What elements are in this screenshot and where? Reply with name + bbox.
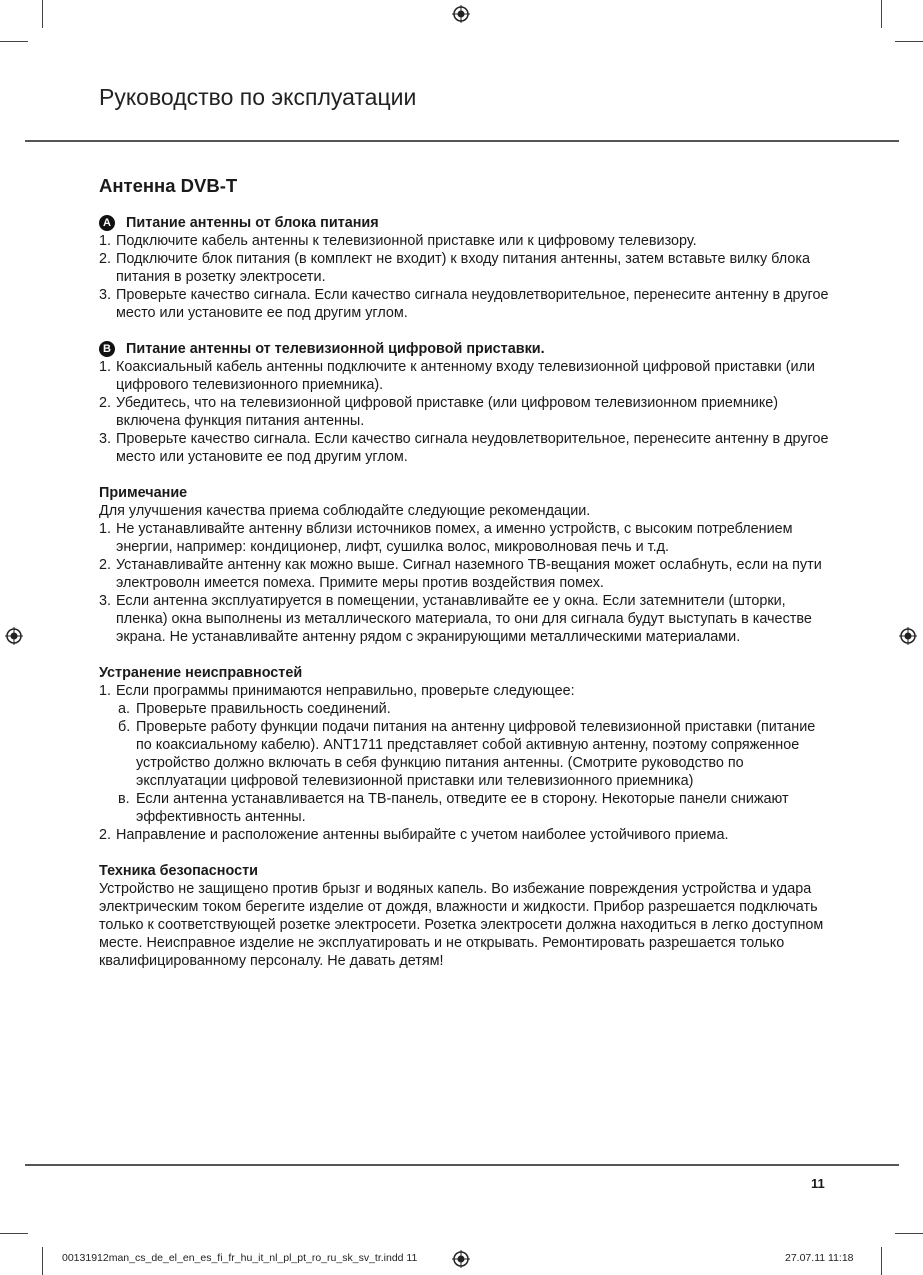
crop-mark (881, 1247, 882, 1275)
list-item (99, 556, 829, 592)
list-item (99, 430, 829, 466)
list-letter: б. (118, 719, 131, 735)
crop-mark (895, 41, 923, 42)
section-a-title-text: Питание антенны от блока питания (126, 215, 379, 231)
page-header-title: Руководство по эксплуатации (99, 84, 417, 110)
list-item (99, 826, 829, 844)
list-text: Подключите блок питания (в комплект не входит) к входу питания антенны, затем вставьте вилку блока питания в розетку электросети. (116, 251, 810, 285)
crop-mark (42, 1247, 43, 1275)
list-number: 3. (99, 593, 112, 609)
crop-mark (881, 0, 882, 28)
safety-title: Техника безопасности (99, 863, 258, 879)
list-number: 2. (99, 251, 112, 267)
list-text: Если программы принимаются неправильно, проверьте следующее: (116, 683, 575, 699)
footer-file-name: 00131912man_cs_de_el_en_es_fi_fr_hu_it_nl_pl_pt_ro_ru_sk_sv_tr.indd 11 (62, 1252, 418, 1264)
section-b-title-text: Питание антенны от телевизионной цифровой приставки. (126, 341, 545, 357)
section-a (99, 214, 829, 322)
list-text: Если антенна эксплуатируется в помещении, устанавливайте ее у окна. Если затемнители (шторки, пленка) окна выполнены из металлического материала, то они для сигнала будут выступать в качестве экрана. Не устанавливайте антенну рядом с экранирующими металлическими материалами. (116, 593, 812, 645)
crop-mark (0, 41, 28, 42)
section-a-title (99, 214, 829, 232)
troubleshooting-title: Устранение неисправностей (99, 665, 303, 681)
list-item (99, 286, 829, 322)
registration-mark-icon (452, 1250, 470, 1268)
note-section (99, 484, 829, 646)
list-item (99, 520, 829, 556)
list-number: 1. (99, 683, 112, 699)
list-number: 2. (99, 827, 112, 843)
list-text: Если антенна устанавливается на ТВ-панель, отведите ее в сторону. Некоторые панели снижают эффективность антенны. (136, 791, 789, 825)
note-title: Примечание (99, 485, 188, 501)
main-content (99, 174, 829, 988)
list-text: Не устанавливайте антенну вблизи источников помех, а именно устройств, с высоким потреблением энергии, например: кондиционер, лифт, сушилка волос, микроволновая печь и т.д. (116, 521, 793, 555)
section-a-list (99, 232, 829, 322)
list-item (99, 394, 829, 430)
note-intro: Для улучшения качества приема соблюдайте следующие рекомендации. (99, 503, 591, 519)
list-number: 1. (99, 521, 112, 537)
sub-list-item (99, 790, 829, 826)
badge-b-icon: B (99, 341, 115, 357)
list-text: Коаксиальный кабель антенны подключите к антенному входу телевизионной цифровой приставки (или цифрового телевизионного приемника). (116, 359, 815, 393)
troubleshooting-section (99, 664, 829, 844)
safety-text: Устройство не защищено против брызг и водяных капель. Во избежание повреждения устройства и удара электрическим током берегите изделие от дождя, влажности и жидкости. Прибор разрешается подключать только к соответствующей розетке электросети. Розетка электросети должна находиться в легко доступном месте. Неисправное изделие не эксплуатировать и не открывать. Ремонтировать разрешается только квалифицированному персоналу. Не давать детям! (99, 881, 824, 969)
crop-mark (895, 1233, 923, 1234)
list-text: Устанавливайте антенну как можно выше. Сигнал наземного ТВ-вещания может ослабнуть, если на пути электроволн имеется помеха. Примите меры против воздействия помех. (116, 557, 822, 591)
list-item (99, 592, 829, 646)
sub-list-item (99, 718, 829, 790)
list-number: 2. (99, 395, 112, 411)
list-item (99, 682, 829, 700)
list-text: Проверьте работу функции подачи питания на антенну цифровой телевизионной приставки (питание по коаксиальному кабелю). ANT1711 представляет собой активную антенну, поэтому сопряженное устройство должно включать в себя функцию питания антенны. (Смотрите руководство по эксплуатации цифровой телевизионной приставки или телевизионного приемника) (136, 719, 816, 789)
list-text: Подключите кабель антенны к телевизионной приставке или к цифровому телевизору. (116, 233, 697, 249)
header-divider (25, 140, 899, 142)
safety-section (99, 862, 829, 970)
list-number: 1. (99, 359, 112, 375)
list-number: 2. (99, 557, 112, 573)
footer-date-time: 27.07.11 11:18 (785, 1252, 854, 1264)
section-heading: Антенна DVB-T (99, 175, 238, 196)
list-item (99, 250, 829, 286)
crop-mark (42, 0, 43, 28)
page-number: 11 (811, 1176, 825, 1191)
footer-divider (25, 1164, 899, 1166)
list-number: 3. (99, 431, 112, 447)
badge-a-icon: A (99, 215, 115, 231)
list-letter: в. (118, 791, 130, 807)
list-number: 3. (99, 287, 112, 303)
list-text: Направление и расположение антенны выбирайте с учетом наиболее устойчивого приема. (116, 827, 729, 843)
section-b (99, 340, 829, 466)
list-text: Проверьте правильность соединений. (136, 701, 391, 717)
registration-mark-icon (899, 627, 917, 645)
list-text: Убедитесь, что на телевизионной цифровой приставке (или цифровом телевизионном приемнике) включена функция питания антенны. (116, 395, 779, 429)
list-text: Проверьте качество сигнала. Если качество сигнала неудовлетворительное, перенесите антенну в другое место или установите ее под другим углом. (116, 287, 829, 321)
section-b-title (99, 340, 829, 358)
registration-mark-icon (5, 627, 23, 645)
note-list (99, 520, 829, 646)
sub-list-item (99, 700, 829, 718)
list-item (99, 358, 829, 394)
list-text: Проверьте качество сигнала. Если качество сигнала неудовлетворительное, перенесите антенну в другое место или установите ее под другим углом. (116, 431, 829, 465)
section-b-list (99, 358, 829, 466)
list-item (99, 232, 829, 250)
registration-mark-icon (452, 5, 470, 23)
crop-mark (0, 1233, 28, 1234)
list-number: 1. (99, 233, 112, 249)
list-letter: а. (118, 701, 131, 717)
